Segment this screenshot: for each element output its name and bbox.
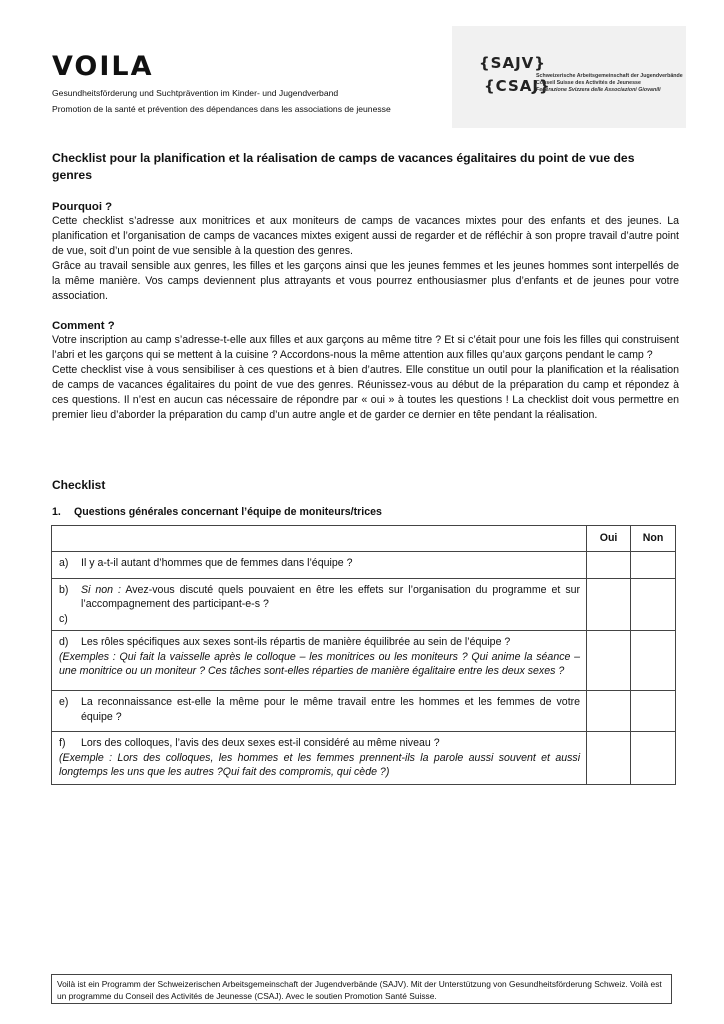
column-header-non: Non: [631, 526, 676, 552]
question-example: (Exemple : Lors des colloques, les hommes et les femmes prennent-ils la parole aussi souvent et aussi longtemps les uns que les autres ?Qui fait des compromis, qui cède ?): [59, 751, 581, 778]
comment-heading: Comment ?: [52, 320, 115, 332]
sajv-csaj-logo: [452, 26, 686, 128]
question-letter: a): [59, 556, 69, 569]
section-title: Questions générales concernant l’équipe de moniteurs/trices: [74, 506, 382, 518]
answer-oui-cell[interactable]: [587, 691, 631, 732]
question-letter: c): [59, 612, 68, 625]
logo-caption: [536, 73, 683, 94]
question-cell-a: [52, 551, 587, 578]
table-row: [52, 691, 676, 732]
question-condition: Si non :: [81, 583, 121, 596]
checklist-heading: Checklist: [52, 478, 106, 492]
pourquoi-paragraph-1: Cette checklist s’adresse aux monitrices et aux moniteurs de camps de vacances mixtes pour des enfants et des jeunes. La planification et l’organisation de camps de vacances mixtes exigent aussi de regarder et de réfléchir à son propre travail d’autre point de vue, soit d’un point de vue sensible à la question des genres.: [52, 215, 679, 257]
comment-paragraph-1: Votre inscription au camp s’adresse-t-elle aux filles et aux garçons au même titre ? Et si c’était pour une fois les filles qui construisent l’abri et les garçons qui se mettent à la cuisine ? Accordons-nous la même attention aux filles qu’aux garçons pendant le camp ?: [52, 334, 679, 361]
table-row: [52, 578, 676, 631]
question-text: La reconnaissance est-elle la même pour le même travail entre les hommes et les femmes de votre équipe ?: [81, 696, 581, 723]
voila-logo: VOILA: [52, 51, 154, 82]
answer-non-cell[interactable]: [631, 631, 676, 691]
section-number: 1.: [52, 506, 61, 518]
question-text: Lors des colloques, l’avis des deux sexes est-il considéré au même niveau ?: [81, 737, 440, 749]
answer-oui-cell[interactable]: [587, 551, 631, 578]
question-cell-d: [52, 631, 587, 691]
org-tagline-fr: Promotion de la santé et prévention des dépendances dans les associations de jeunesse: [52, 104, 391, 114]
answer-non-cell[interactable]: [631, 732, 676, 785]
question-letter: d): [59, 636, 69, 648]
question-text: Les rôles spécifiques aux sexes sont-ils répartis de manière équilibrée au sein de l’équipe ?: [81, 636, 511, 648]
csaj-logo-text: {CSAJ}: [484, 77, 551, 95]
question-example: (Exemples : Qui fait la vaisselle après le colloque – les monitrices ou les moniteurs ? Qui anime la séance – une monitrice ou un moniteur ? Ces tâches sont-elles réparties de manière égalitaire entre les deux sexes ?: [59, 650, 581, 677]
sajv-logo-text: {SAJV}: [479, 54, 546, 72]
question-letter: b): [59, 583, 69, 596]
table-header-row: [52, 526, 676, 552]
answer-oui-cell[interactable]: [587, 631, 631, 691]
comment-paragraph-2: Cette checklist vise à vous sensibiliser à ces questions et à bien d’autres. Elle constitue un outil pour la planification et la réalisation de camps de vacances égalitaires du point de vue des genres. Réunissez-vous au début de la préparation du camp et répondez à ces questions. Il n’est en aucun cas nécessaire de répondre par « oui » à toutes les questions ! La checklist doit vous permettre en premier lieu d’aborder la préparation du camp d’un autre angle et de garder ce dernier en tête pendant la réalisation.: [52, 364, 679, 421]
table-row: [52, 631, 676, 691]
question-cell-f: [52, 732, 587, 785]
header-blank-cell: [52, 526, 587, 552]
question-text: Avez-vous discuté quels pouvaient en être les effets sur l’organisation du programme et sur l’accompagnement des participant-e-s ?: [81, 583, 581, 610]
logo-caption-de: Schweizerische Arbeitsgemeinschaft der Jugendverbände: [536, 73, 683, 79]
page-footer: Voilà ist ein Programm der Schweizerischen Arbeitsgemeinschaft der Jugendverbände (SAJV). Mit der Unterstützung von Gesundheitsförderung Schweiz. Voilà est un programme du Conseil des Activités de Jeunesse (CSAJ). Avec le soutien Promotion Santé Suisse.: [51, 974, 672, 1004]
pourquoi-body: [52, 214, 679, 304]
question-cell-e: [52, 691, 587, 732]
checklist-table: [51, 525, 676, 785]
pourquoi-heading: Pourquoi ?: [52, 201, 113, 213]
answer-oui-cell[interactable]: [587, 578, 631, 631]
question-cell-b: [52, 578, 587, 631]
answer-non-cell[interactable]: [631, 551, 676, 578]
answer-non-cell[interactable]: [631, 691, 676, 732]
answer-oui-cell[interactable]: [587, 732, 631, 785]
comment-body: [52, 333, 679, 423]
table-row: [52, 551, 676, 578]
column-header-oui: Oui: [587, 526, 631, 552]
answer-non-cell[interactable]: [631, 578, 676, 631]
table-row: [52, 732, 676, 785]
section-heading: [52, 505, 382, 519]
document-title: Checklist pour la planification et la réalisation de camps de vacances égalitaires du point de vue des genres: [52, 151, 635, 182]
logo-caption-it: Federazione Svizzera delle Associazioni Giovanili: [536, 87, 661, 93]
question-letter: e): [59, 696, 69, 708]
question-letter: f): [59, 737, 66, 749]
logo-caption-fr: Conseil Suisse des Activités de Jeunesse: [536, 80, 641, 86]
question-text: Il y a-t-il autant d’hommes que de femmes dans l’équipe ?: [81, 556, 353, 569]
pourquoi-paragraph-2: Grâce au travail sensible aux genres, les filles et les garçons ainsi que les jeunes femmes et les jeunes hommes sont interpellés de la même manière. Vos camps deviennent plus attrayants et vous pourrez enthousiasmer plus d’enfants et de jeunes pour votre association.: [52, 260, 679, 302]
org-tagline-de: Gesundheitsförderung und Suchtprävention im Kinder- und Jugendverband: [52, 88, 339, 98]
